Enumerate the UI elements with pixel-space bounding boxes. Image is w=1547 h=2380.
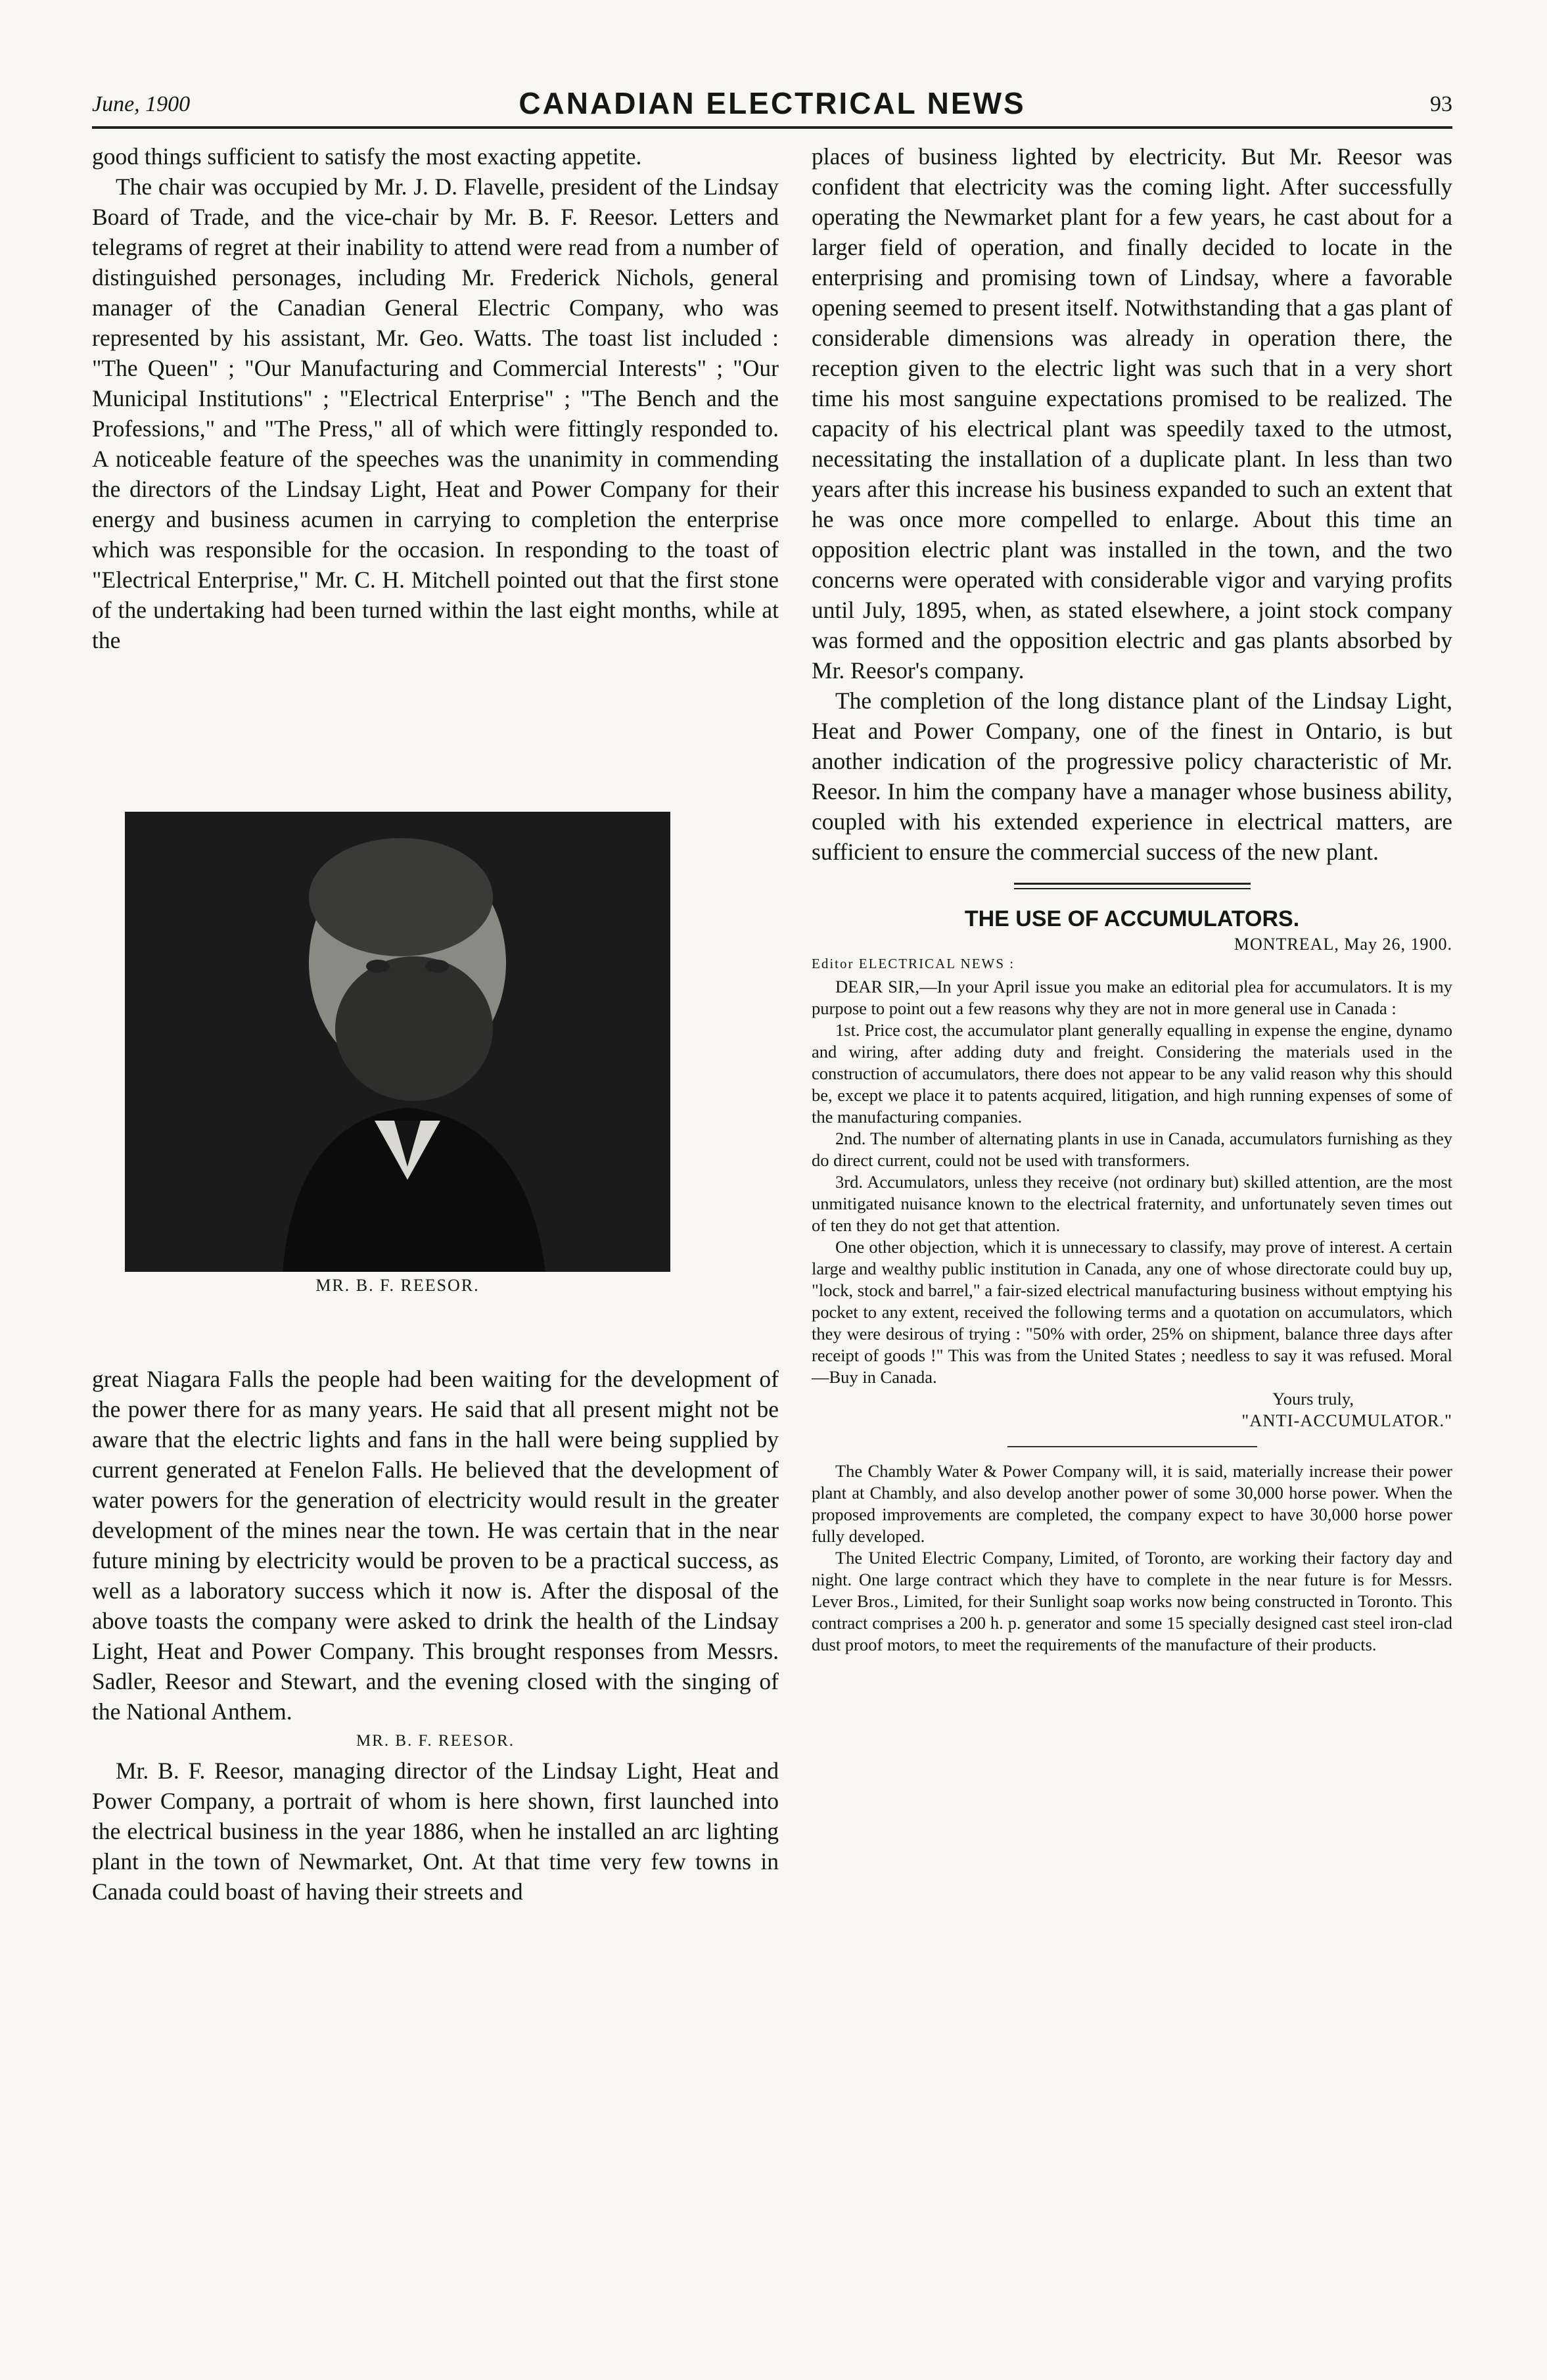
publication-title: CANADIAN ELECTRICAL NEWS	[519, 86, 1026, 120]
right-paragraph-2: The completion of the long distance plant of the Lindsay Light, Heat and Power Company, one of the finest in Ontario, is but another indication of the progressive policy characteristic of Mr. Reesor. In him the company have a manager whose business ability, coupled with his extended experience in electrical matters, are sufficient to ensure the commercial success of the new plant.	[812, 688, 1452, 865]
header-rule	[92, 126, 1452, 129]
letter-signature: "ANTI-ACCUMULATOR."	[1241, 1411, 1452, 1430]
portrait-illustration	[125, 812, 670, 1272]
letter-paragraph-4: 3rd. Accumulators, unless they receive (not ordinary but) skilled attention, are the most unmitigated nuisance known to the electrical fraternity, and unfortunately seven times out of ten they do not get that attention.	[812, 1172, 1452, 1235]
letter-closing: Yours truly,	[1272, 1389, 1354, 1409]
letter-paragraph-2: 1st. Price cost, the accumulator plant generally equalling in expense the engine, dynamo and wiring, after adding duty and freight. Considering the materials used in the construction of accumulators, there does not appear to be any valid reason why this should be, except we place it to patents acquired, litigation, and high running expenses of some of the manufacturing companies.	[812, 1020, 1452, 1127]
news-item-united-electric: The United Electric Company, Limited, of Toronto, are working their factory day and night. One large contract which they have to complete in the near future is for Messrs. Lever Bros., Limited, for their Sunlight soap works now being constructed in Toronto. This contract comprises a 200 h. p. generator and some 15 specially designed cast steel iron-clad dust proof motors, to meet the requirements of the manufacture of their products.	[812, 1548, 1452, 1654]
news-item-chambly: The Chambly Water & Power Company will, it is said, materially increase their power plant at Chambly, and also develop another power of some 30,000 horse power. When the proposed improvements are completed, the company expect to have 30,000 horse power fully developed.	[812, 1461, 1452, 1546]
issue-date: June, 1900	[92, 92, 191, 116]
page-header	[92, 85, 1452, 125]
section-divider	[1014, 883, 1251, 889]
letter-paragraph-5: One other objection, which it is unnecessary to classify, may prove of interest. A certain large and wealthy public institution in Canada, any one of whose directorate could buy up, "lock, stock and barrel," a fair-sized electrical manufacturing business without emptying his pocket to any extent, received the following terms and a quotation on accumulators, which they were desirous of trying : "50% with order, 25% on shipment, balance three days after receipt of goods !" This was from the United States ; needless to say it was refused. Moral—Buy in Canada.	[812, 1237, 1452, 1387]
left-column	[92, 141, 779, 655]
right-column	[812, 141, 1452, 1656]
page-number: 93	[1430, 92, 1452, 116]
portrait-figure	[125, 812, 670, 1295]
letter-addressee: Editor ELECTRICAL NEWS :	[812, 956, 1015, 971]
section-subhead: MR. B. F. REESOR.	[356, 1732, 515, 1750]
letter-paragraph-1: DEAR SIR,—In your April issue you make an editorial plea for accumulators. It is my purpose to point out a few reasons why they are not in more general use in Canada :	[812, 977, 1452, 1018]
letter-dateline: MONTREAL, May 26, 1900.	[1234, 935, 1452, 954]
right-paragraph-1: places of business lighted by electricity. But Mr. Reesor was confident that electricity was the coming light. After successfully operating the Newmarket plant for a few years, he cast about for a larger field of operation, and finally decided to locate in the enterprising and promising town of Lindsay, where a favorable opening seemed to present itself. Notwithstanding that a gas plant of considerable dimensions was already in operation there, the reception given to the electric light was such that in a very short time his most sanguine expectations promised to be realized. The capacity of his electrical plant was speedily taxed to the utmost, necessitating the installation of a duplicate plant. In less than two years after this increase his business expanded to such an extent that he was once more compelled to enlarge. About this time an opposition electric plant was installed in the town, and the two concerns were operated with considerable vigor and varying profits until July, 1895, when, as stated elsewhere, a joint stock company was formed and the opposition electric and gas plants absorbed by Mr. Reesor's company.	[812, 143, 1452, 684]
left-paragraph-3: great Niagara Falls the people had been waiting for the development of the power there for as many years. He said that all present might not be aware that the electric lights and fans in the hall were being supplied by current generated at Fenelon Falls. He believed that the development of water powers for the generation of electricity would result in the greater development of the mines near the town. He was certain that in the near future mining by electricity would be proven to be a practical success, as well as a laboratory success which it now is. After the disposal of the above toasts the company were asked to drink the health of the Lindsay Light, Heat and Power Company. This brought responses from Messrs. Sadler, Reesor and Stewart, and the evening closed with the singing of the National Anthem.	[92, 1366, 779, 1725]
letter-title: THE USE OF ACCUMULATORS.	[964, 906, 1300, 931]
left-column-lower	[92, 1364, 779, 1907]
portrait-photo	[125, 812, 670, 1272]
left-paragraph-2: The chair was occupied by Mr. J. D. Flavelle, president of the Lindsay Board of Trade, and the vice-chair by Mr. B. F. Reesor. Letters and telegrams of regret at their inability to attend were read from a number of distinguished personages, including Mr. Frederick Nichols, general manager of the Canadian General Electric Company, who was represented by his assistant, Mr. Geo. Watts. The toast list included : "The Queen" ; "Our Manufacturing and Commercial Interests" ; "Our Municipal Institutions" ; "Electrical Enterprise" ; "The Bench and the Professions," and "The Press," all of which were fittingly responded to. A noticeable feature of the speeches was the unanimity in commending the directors of the Lindsay Light, Heat and Power Company for their energy and business acumen in carrying to completion the enterprise which was responsible for the occasion. In responding to the toast of "Electrical Enterprise," Mr. C. H. Mitchell pointed out that the first stone of the undertaking had been turned within the last eight months, while at the	[92, 174, 779, 653]
left-paragraph-1: good things sufficient to satisfy the most exacting appetite.	[92, 143, 642, 170]
left-paragraph-4: Mr. B. F. Reesor, managing director of the Lindsay Light, Heat and Power Company, a portrait of whom is here shown, first launched into the electrical business in the year 1886, when he installed an arc lighting plant in the town of Newmarket, Ont. At that time very few towns in Canada could boast of having their streets and	[92, 1758, 779, 1905]
letter-paragraph-3: 2nd. The number of alternating plants in use in Canada, accumulators furnishing as they do direct current, could not be used with transformers.	[812, 1129, 1452, 1170]
portrait-caption: MR. B. F. REESOR.	[315, 1276, 480, 1295]
